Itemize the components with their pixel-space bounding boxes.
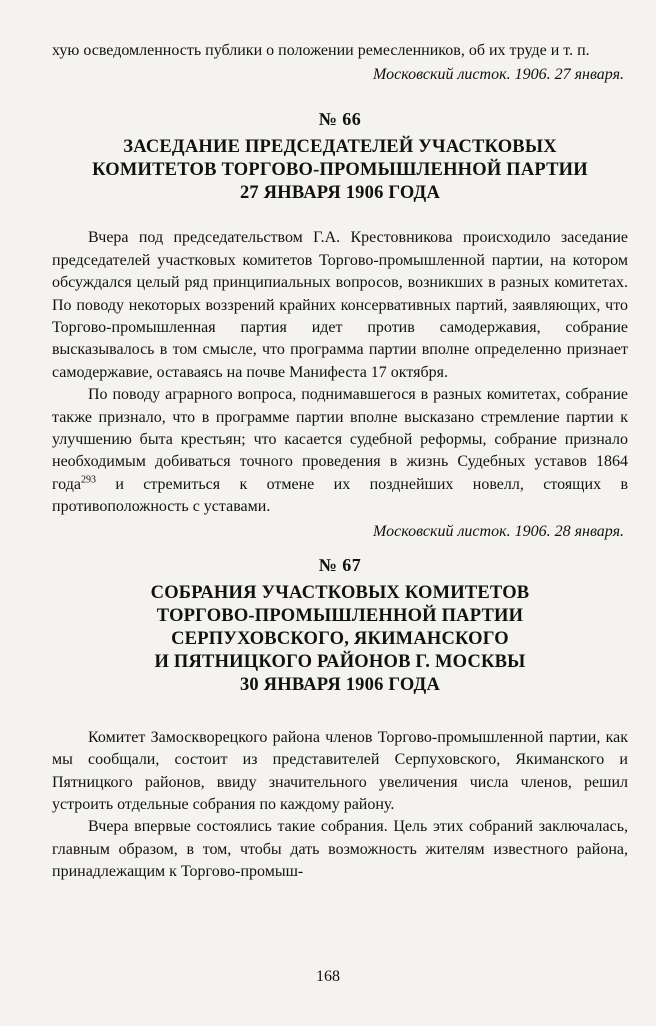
document-page [52,40,628,884]
title-line: ЗАСЕДАНИЕ ПРЕДСЕДАТЕЛЕЙ УЧАСТКОВЫХ [123,137,557,158]
source-citation-2: Московский листок. 1906. 28 января. [373,522,624,540]
document-title-67 [52,582,628,697]
document-title-66 [52,136,628,205]
doc66-paragraph-1: Вчера под председательством Г.А. Крестовникова происходило заседание председателей участковых комитетов Торгово-промышленной партии, на котором обсуждался целый ряд принципиальных вопросов, возникших в разных комитетах. По поводу некоторых воззрений крайних консервативных партий, заявляющих, что Торгово-промышленная партия идет против самодержавия, собрание высказывалось в том смысле, что программа партии вполне определенно признает самодержавие, оставаясь на почве Манифеста 17 октября. [52,229,628,381]
footnote-marker: 293 [80,474,96,486]
title-line: И ПЯТНИЦКОГО РАЙОНОВ Г. МОСКВЫ [154,651,526,672]
doc66-paragraph-2 [52,384,628,518]
title-line: КОМИТЕТОВ ТОРГОВО-ПРОМЫШЛЕННОЙ ПАРТИИ [92,160,588,181]
top-paragraph: хую осведомленность публики о положении ремесленников, об их труде и т. п. [52,42,590,59]
paragraph-text: и стремиться к отмене их позднейших новелл, стоящих в противоположность с уставами. [52,475,628,516]
document-number-66: № 66 [318,109,362,130]
document-number-67: № 67 [318,554,362,575]
title-line: СОБРАНИЯ УЧАСТКОВЫХ КОМИТЕТОВ [150,582,530,603]
paragraph-text: По поводу аграрного вопроса, поднимавшегося в разных комитетах, собрание также признало, что в программе партии вполне высказано стремление партии к улучшению быта крестьян; что касается судебной реформы, собрание признало необходимым добиваться точного проведения в жизнь Судебных уставов 1864 года [52,386,628,493]
title-line: 30 ЯНВАРЯ 1906 ГОДА [239,674,441,695]
doc67-paragraph-2: Вчера впервые состоялись такие собрания. Цель этих собраний заключалась, главным образом, в том, чтобы дать возможность жителям известного района, принадлежащим к Торгово-промыш- [52,818,628,881]
page-number: 168 [316,968,340,985]
title-line: 27 ЯНВАРЯ 1906 ГОДА [239,183,441,204]
title-line: ТОРГОВО-ПРОМЫШЛЕННОЙ ПАРТИИ [156,605,524,626]
title-line: СЕРПУХОВСКОГО, ЯКИМАНСКОГО [171,628,509,649]
source-citation-1: Московский листок. 1906. 27 января. [373,66,624,84]
doc67-paragraph-1: Комитет Замоскворецкого района членов Торгово-промышленной партии, как мы сообщали, состоит из представителей Серпуховского, Якиманского и Пятницкого районов, ввиду значительного увеличения числа членов, решил устроить отдельные собрания по каждому району. [52,728,628,813]
